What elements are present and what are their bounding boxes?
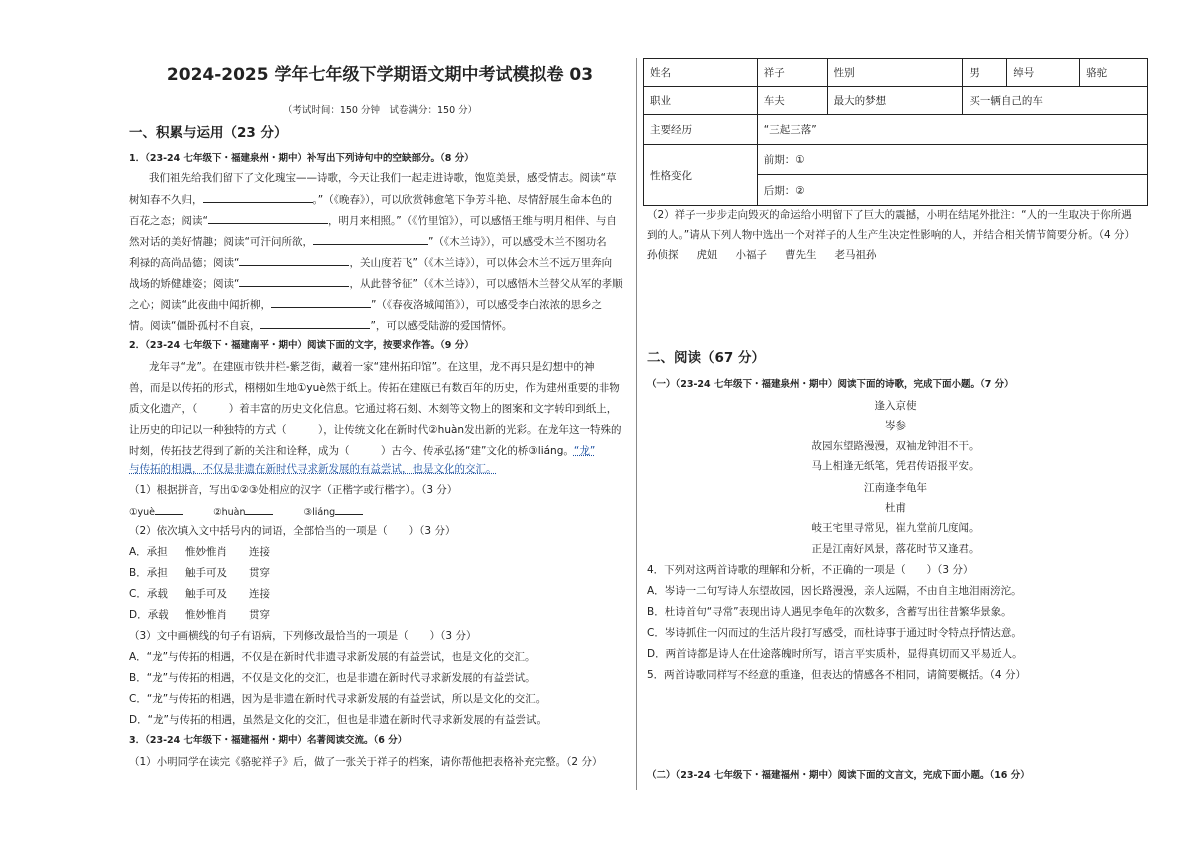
- part2-stem: （二）（23-24 七年级下・福建福州・期中）阅读下面的文言文，完成下面小题。（16 分）: [647, 770, 1030, 781]
- table-row: [644, 59, 1148, 87]
- table-cell: 最大的梦想: [827, 87, 963, 115]
- option-row: D．两首诗都是诗人在仕途落魄时所写，语言平实质朴，显得真切而又平易近人。: [647, 648, 1023, 660]
- option-row: C．承载 触手可及 连接: [129, 588, 270, 600]
- answer-blank: [245, 504, 273, 515]
- poem2-author: 杜甫: [885, 502, 906, 514]
- section1-heading: 一、积累与运用（23 分）: [129, 125, 288, 141]
- option-row: D．“龙”与传拓的相遇，虽然是文化的交汇，但也是非遗在新时代寻求新发展的有益尝试。: [129, 714, 547, 726]
- option-row: B．杜诗首句“寻常”表现出诗人遇见李龟年的次数多，含蓄写出往昔繁华景象。: [647, 606, 1012, 618]
- q2-passage-line: 质文化遗产，（ ）着丰富的历史文化信息。它通过将石刻、木刻等文物上的图案和文字转印到纸上，: [129, 403, 618, 415]
- column-divider: [636, 58, 637, 790]
- right-column: [643, 0, 1148, 849]
- table-cell: 男: [963, 59, 1007, 87]
- answer-blank: [155, 504, 183, 515]
- part1-stem: （一）（23-24 七年级下・福建泉州・期中）阅读下面的诗歌，完成下面小题。（7 分）: [647, 379, 1014, 390]
- q2-stem: 2．（23-24 七年级下・福建南平・期中）阅读下面的文字，按要求作答。（9 分）: [129, 340, 474, 351]
- q1-line: 之心；阅读“此夜曲中闻折柳， ”（《春夜洛城闻笛》），可以感受李白浓浓的思乡之: [129, 299, 603, 311]
- poem1-title: 逢入京使: [874, 400, 917, 412]
- table-cell: 主要经历: [644, 115, 758, 145]
- option-row: D．承载 惟妙惟肖 贯穿: [129, 609, 270, 621]
- table-cell: 姓名: [644, 59, 758, 87]
- table-cell: “三起三落”: [757, 115, 1147, 145]
- table-row: [644, 115, 1148, 145]
- answer-cell[interactable]: 后期：②: [757, 175, 1147, 206]
- table-cell: 职业: [644, 87, 758, 115]
- q2-passage-line: 龙年寻“龙”。在建瓯市铁井栏-紫芝街，藏着一家“建州拓印馆”。在这里，龙不再只是幻想中的神: [149, 361, 595, 373]
- q5-stem: 5．两首诗歌同样写不经意的重逢，但表达的情感各不相同，请简要概括。（4 分）: [647, 669, 1026, 681]
- q2-passage-line: 时刻，传拓技艺得到了新的关注和诠释，成为（ ）古今、传承弘扬“建”文化的桥③liáng。“龙”: [129, 445, 596, 457]
- option-row: A．承担 惟妙惟肖 连接: [129, 546, 270, 558]
- q2-sub3: （3）文中画横线的句子有语病，下列修改最恰当的一项是（ ）（3 分）: [129, 630, 477, 642]
- poem-line: 正是江南好风景，落花时节又逢君。: [811, 543, 980, 555]
- answer-blank: [203, 192, 313, 203]
- q3-sub1: （1）小明同学在读完《骆驼祥子》后，做了一张关于祥子的档案，请你帮他把表格补充完整。（2 分）: [129, 756, 603, 768]
- page-title: 2024-2025 学年七年级下学期语文期中考试模拟卷 03: [166, 65, 594, 85]
- q1-line: 百花之态；阅读“ ，明月来相照。”（《竹里馆》），可以感悟王维与明月相伴、与自: [129, 215, 617, 227]
- table-cell: 性别: [827, 59, 963, 87]
- table-row: [644, 145, 1148, 175]
- poem-line: 岐王宅里寻常见，崔九堂前几度闻。: [811, 522, 980, 534]
- underlined-sentence: 与传拓的相遇，不仅是非遗在新时代寻求新发展的有益尝试，也是文化的交汇。: [129, 463, 497, 475]
- table-cell: 买一辆自己的车: [963, 87, 1148, 115]
- poem-line: 故园东望路漫漫，双袖龙钟泪不干。: [811, 440, 980, 452]
- answer-blank: [335, 504, 363, 515]
- q1-line: 树知春不久归， 。”（《晚春》），可以欣赏韩愈笔下争芳斗艳、尽情舒展生命本色的: [129, 194, 612, 206]
- answer-cell[interactable]: 前期：①: [757, 145, 1147, 175]
- q3-sub2-line: （2）祥子一步步走向毁灭的命运给小明留下了巨大的震撼，小明在结尾外批注：“人的一生取决于你所遇: [647, 209, 1132, 221]
- answer-blank: [239, 276, 349, 287]
- table-cell: 祥子: [757, 59, 827, 87]
- table-cell: 性格变化: [644, 145, 758, 206]
- poem2-title: 江南逢李龟年: [864, 482, 927, 494]
- q2-sub2: （2）依次填入文中括号内的词语，全部恰当的一项是（ ）（3 分）: [129, 525, 456, 537]
- q1-line: 战场的矫健雄姿；阅读“ ，从此替爷征”（《木兰诗》），可以感悟木兰替父从军的孝顺: [129, 278, 623, 290]
- q2-passage-line: 让历史的印记以一种独特的方式（ ），让传统文化在新时代②huàn发出新的光彩。在龙年这一特殊的: [129, 424, 622, 436]
- poem1-author: 岑参: [885, 420, 906, 432]
- table-cell: 绰号: [1007, 59, 1080, 87]
- q4-stem: 4．下列对这两首诗歌的理解和分析，不正确的一项是（ ）（3 分）: [647, 564, 974, 576]
- left-column: [125, 0, 635, 849]
- option-row: B．承担 触手可及 贯穿: [129, 567, 270, 579]
- character-list: 孙侦探 虎妞 小福子 曹先生 老马祖孙: [647, 249, 877, 261]
- answer-blank: [271, 297, 371, 308]
- underlined-text: “龙”: [573, 445, 596, 457]
- q1-line: 利禄的高尚品德；阅读“ ，关山度若飞”（《木兰诗》），可以体会木兰不远万里奔向: [129, 257, 613, 269]
- poem-line: 马上相逢无纸笔，凭君传语报平安。: [811, 460, 980, 472]
- answer-blank: [313, 234, 428, 245]
- answer-blank: [260, 318, 370, 329]
- option-row: A．“龙”与传拓的相遇，不仅是在新时代非遗寻求新发展的有益尝试，也是文化的交汇。: [129, 651, 536, 663]
- q1-line: 我们祖先给我们留下了文化瑰宝——诗歌，今天让我们一起走进诗歌，饱览美景，感受情志。阅读“草: [149, 172, 617, 184]
- q1-line: 情。阅读“僵卧孤村不自哀， ”，可以感受陆游的爱国情怀。: [129, 320, 513, 332]
- section2-heading: 二、阅读（67 分）: [647, 350, 765, 366]
- option-row: C．“龙”与传拓的相遇，因为是非遗在新时代寻求新发展的有益尝试，所以是文化的交汇。: [129, 693, 547, 705]
- q2-passage-line: 兽，而是以传拓的形式，栩栩如生地①yuè然于纸上。传拓在建瓯已有数百年的历史，作为建州重要的非物: [129, 382, 620, 394]
- character-profile-table: [643, 58, 1148, 206]
- table-cell: 车夫: [757, 87, 827, 115]
- option-row: A．岑诗一二句写诗人东望故园，因长路漫漫，亲人远隔，不由自主地泪雨滂沱。: [647, 585, 1022, 597]
- answer-blank: [208, 213, 328, 224]
- q1-line: 然对话的美好情趣；阅读“可汗问所欲， ”（《木兰诗》），可以感受木兰不图功名: [129, 236, 607, 248]
- table-row: [644, 87, 1148, 115]
- option-row: B．“龙”与传拓的相遇，不仅是文化的交汇，也是非遗在新时代寻求新发展的有益尝试。: [129, 672, 536, 684]
- table-cell: 骆驼: [1080, 59, 1148, 87]
- answer-blank: [239, 255, 349, 266]
- q2-sub1: （1）根据拼音，写出①②③处相应的汉字（正楷字或行楷字）。（3 分）: [129, 484, 458, 496]
- q3-stem: 3．（23-24 七年级下・福建福州・期中）名著阅读交流。（6 分）: [129, 735, 408, 746]
- pinyin-row: ①yuè ②huàn ③liáng: [129, 504, 363, 520]
- q1-stem: 1．（23-24 七年级下・福建泉州・期中）补写出下列诗句中的空缺部分。（8 分）: [129, 153, 474, 164]
- option-row: C．岑诗抓住一闪而过的生活片段打写感受，而杜诗事于通过时令特点抒情达意。: [647, 627, 1022, 639]
- q3-sub2-line: 到的人。”请从下列人物中选出一个对祥子的人生产生决定性影响的人，并结合相关情节简要分析。（4 分）: [647, 229, 1135, 241]
- exam-info: （考试时间：150 分钟 试卷满分：150 分）: [282, 105, 478, 116]
